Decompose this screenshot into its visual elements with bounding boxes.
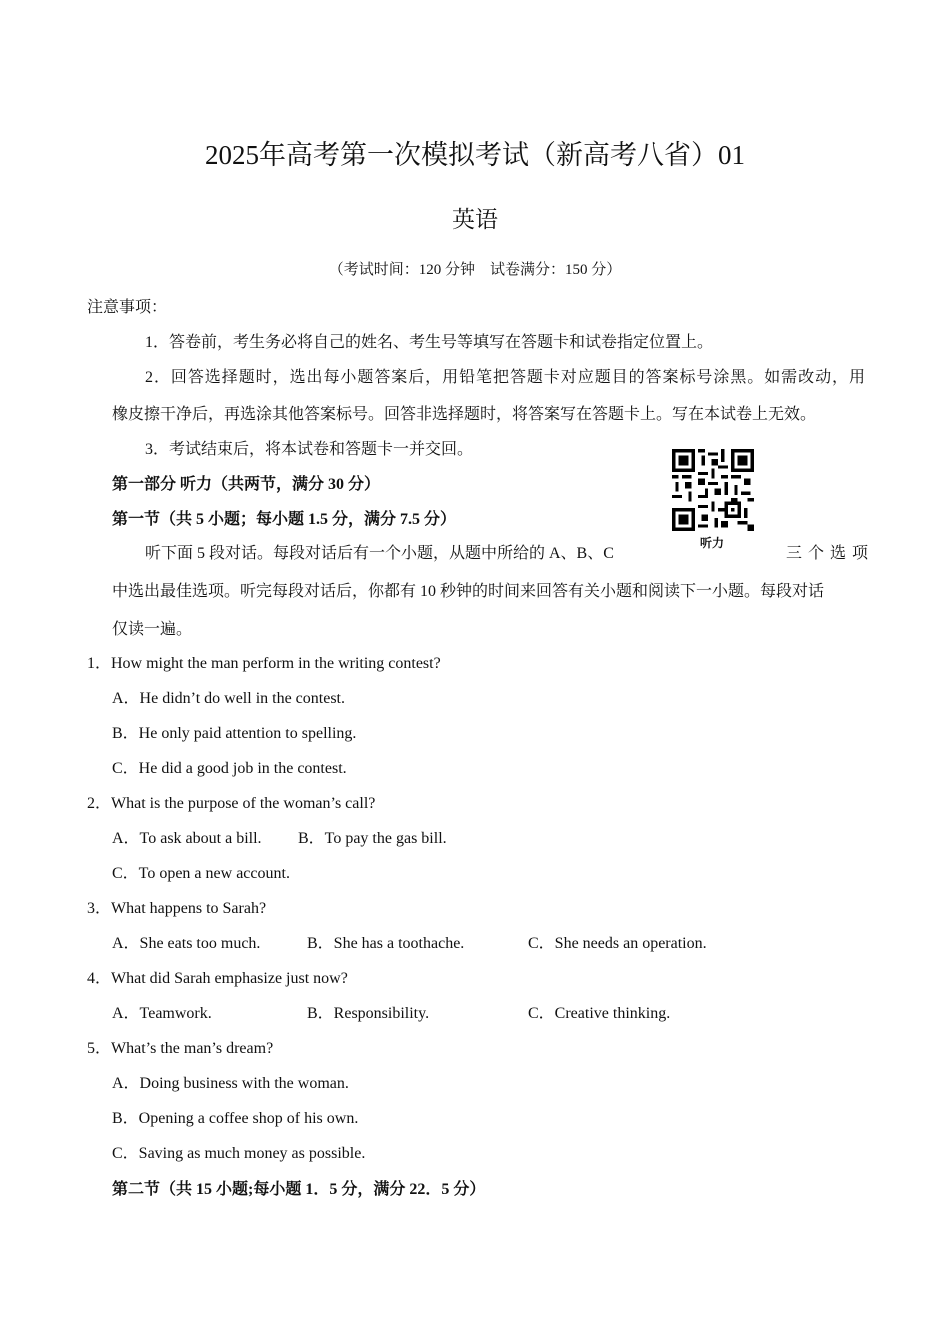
q4-option-a: A．Teamwork.: [112, 1005, 212, 1022]
note-1: 1．答卷前，考生务必将自己的姓名、考生号等填写在答题卡和试卷指定位置上。: [145, 334, 714, 351]
q2-option-c: C．To open a new account.: [112, 865, 290, 882]
question-5-stem: 5．What’s the man’s dream?: [87, 1040, 274, 1057]
q1-option-a: A．He didn’t do well in the contest.: [112, 690, 346, 707]
part1-heading: 第一部分 听力（共两节，满分 30 分）: [112, 476, 381, 493]
qr-label: 听力: [700, 536, 725, 550]
exam-title: 2025年高考第一次模拟考试（新高考八省）01: [205, 140, 745, 170]
exam-meta: （考试时间：120 分钟 试卷满分：150 分）: [328, 262, 622, 278]
section2-heading: 第二节（共 15 小题;每小题 1．5 分，满分 22．5 分）: [112, 1181, 486, 1198]
q1-option-b: B．He only paid attention to spelling.: [112, 725, 357, 742]
q2-option-a: A．To ask about a bill.: [112, 830, 262, 847]
q3-option-a: A．She eats too much.: [112, 935, 261, 952]
question-4-stem: 4．What did Sarah emphasize just now?: [87, 970, 348, 987]
q3-option-b: B．She has a toothache.: [307, 935, 465, 952]
q4-option-c: C．Creative thinking.: [528, 1005, 671, 1022]
instructions-line3: 仅读一遍。: [112, 621, 193, 638]
q4-option-b: B．Responsibility.: [307, 1005, 430, 1022]
question-3-stem: 3．What happens to Sarah?: [87, 900, 267, 917]
section1-heading: 第一节（共 5 小题；每小题 1.5 分，满分 7.5 分）: [112, 511, 457, 528]
q5-option-a: A．Doing business with the woman.: [112, 1075, 349, 1092]
notes-heading: 注意事项：: [87, 299, 168, 316]
qr-code-icon: [672, 449, 754, 531]
note-2a: 2．回答选择题时，选出每小题答案后，用铅笔把答题卡对应题目的答案标号涂黑。如需改动，用: [145, 369, 865, 386]
q1-option-c: C．He did a good job in the contest.: [112, 760, 347, 777]
instructions-trail: 三个选项: [786, 545, 875, 562]
question-2-stem: 2．What is the purpose of the woman’s call?: [87, 795, 376, 812]
subject-title: 英语: [452, 207, 498, 232]
q5-option-c: C．Saving as much money as possible.: [112, 1145, 366, 1162]
q2-option-b: B．To pay the gas bill.: [298, 830, 447, 847]
question-1-stem: 1．How might the man perform in the writing contest?: [87, 655, 441, 672]
note-2b: 橡皮擦干净后，再选涂其他答案标号。回答非选择题时，将答案写在答题卡上。写在本试卷上无效。: [112, 406, 817, 423]
note-3: 3．考试结束后，将本试卷和答题卡一并交回。: [145, 441, 474, 458]
instructions-line1: 听下面 5 段对话。每段对话后有一个小题，从题中所给的 A、B、C: [145, 545, 614, 562]
q3-option-c: C．She needs an operation.: [528, 935, 707, 952]
instructions-line2: 中选出最佳选项。听完每段对话后，你都有 10 秒钟的时间来回答有关小题和阅读下一小题。每段对话: [112, 583, 825, 600]
q5-option-b: B．Opening a coffee shop of his own.: [112, 1110, 359, 1127]
